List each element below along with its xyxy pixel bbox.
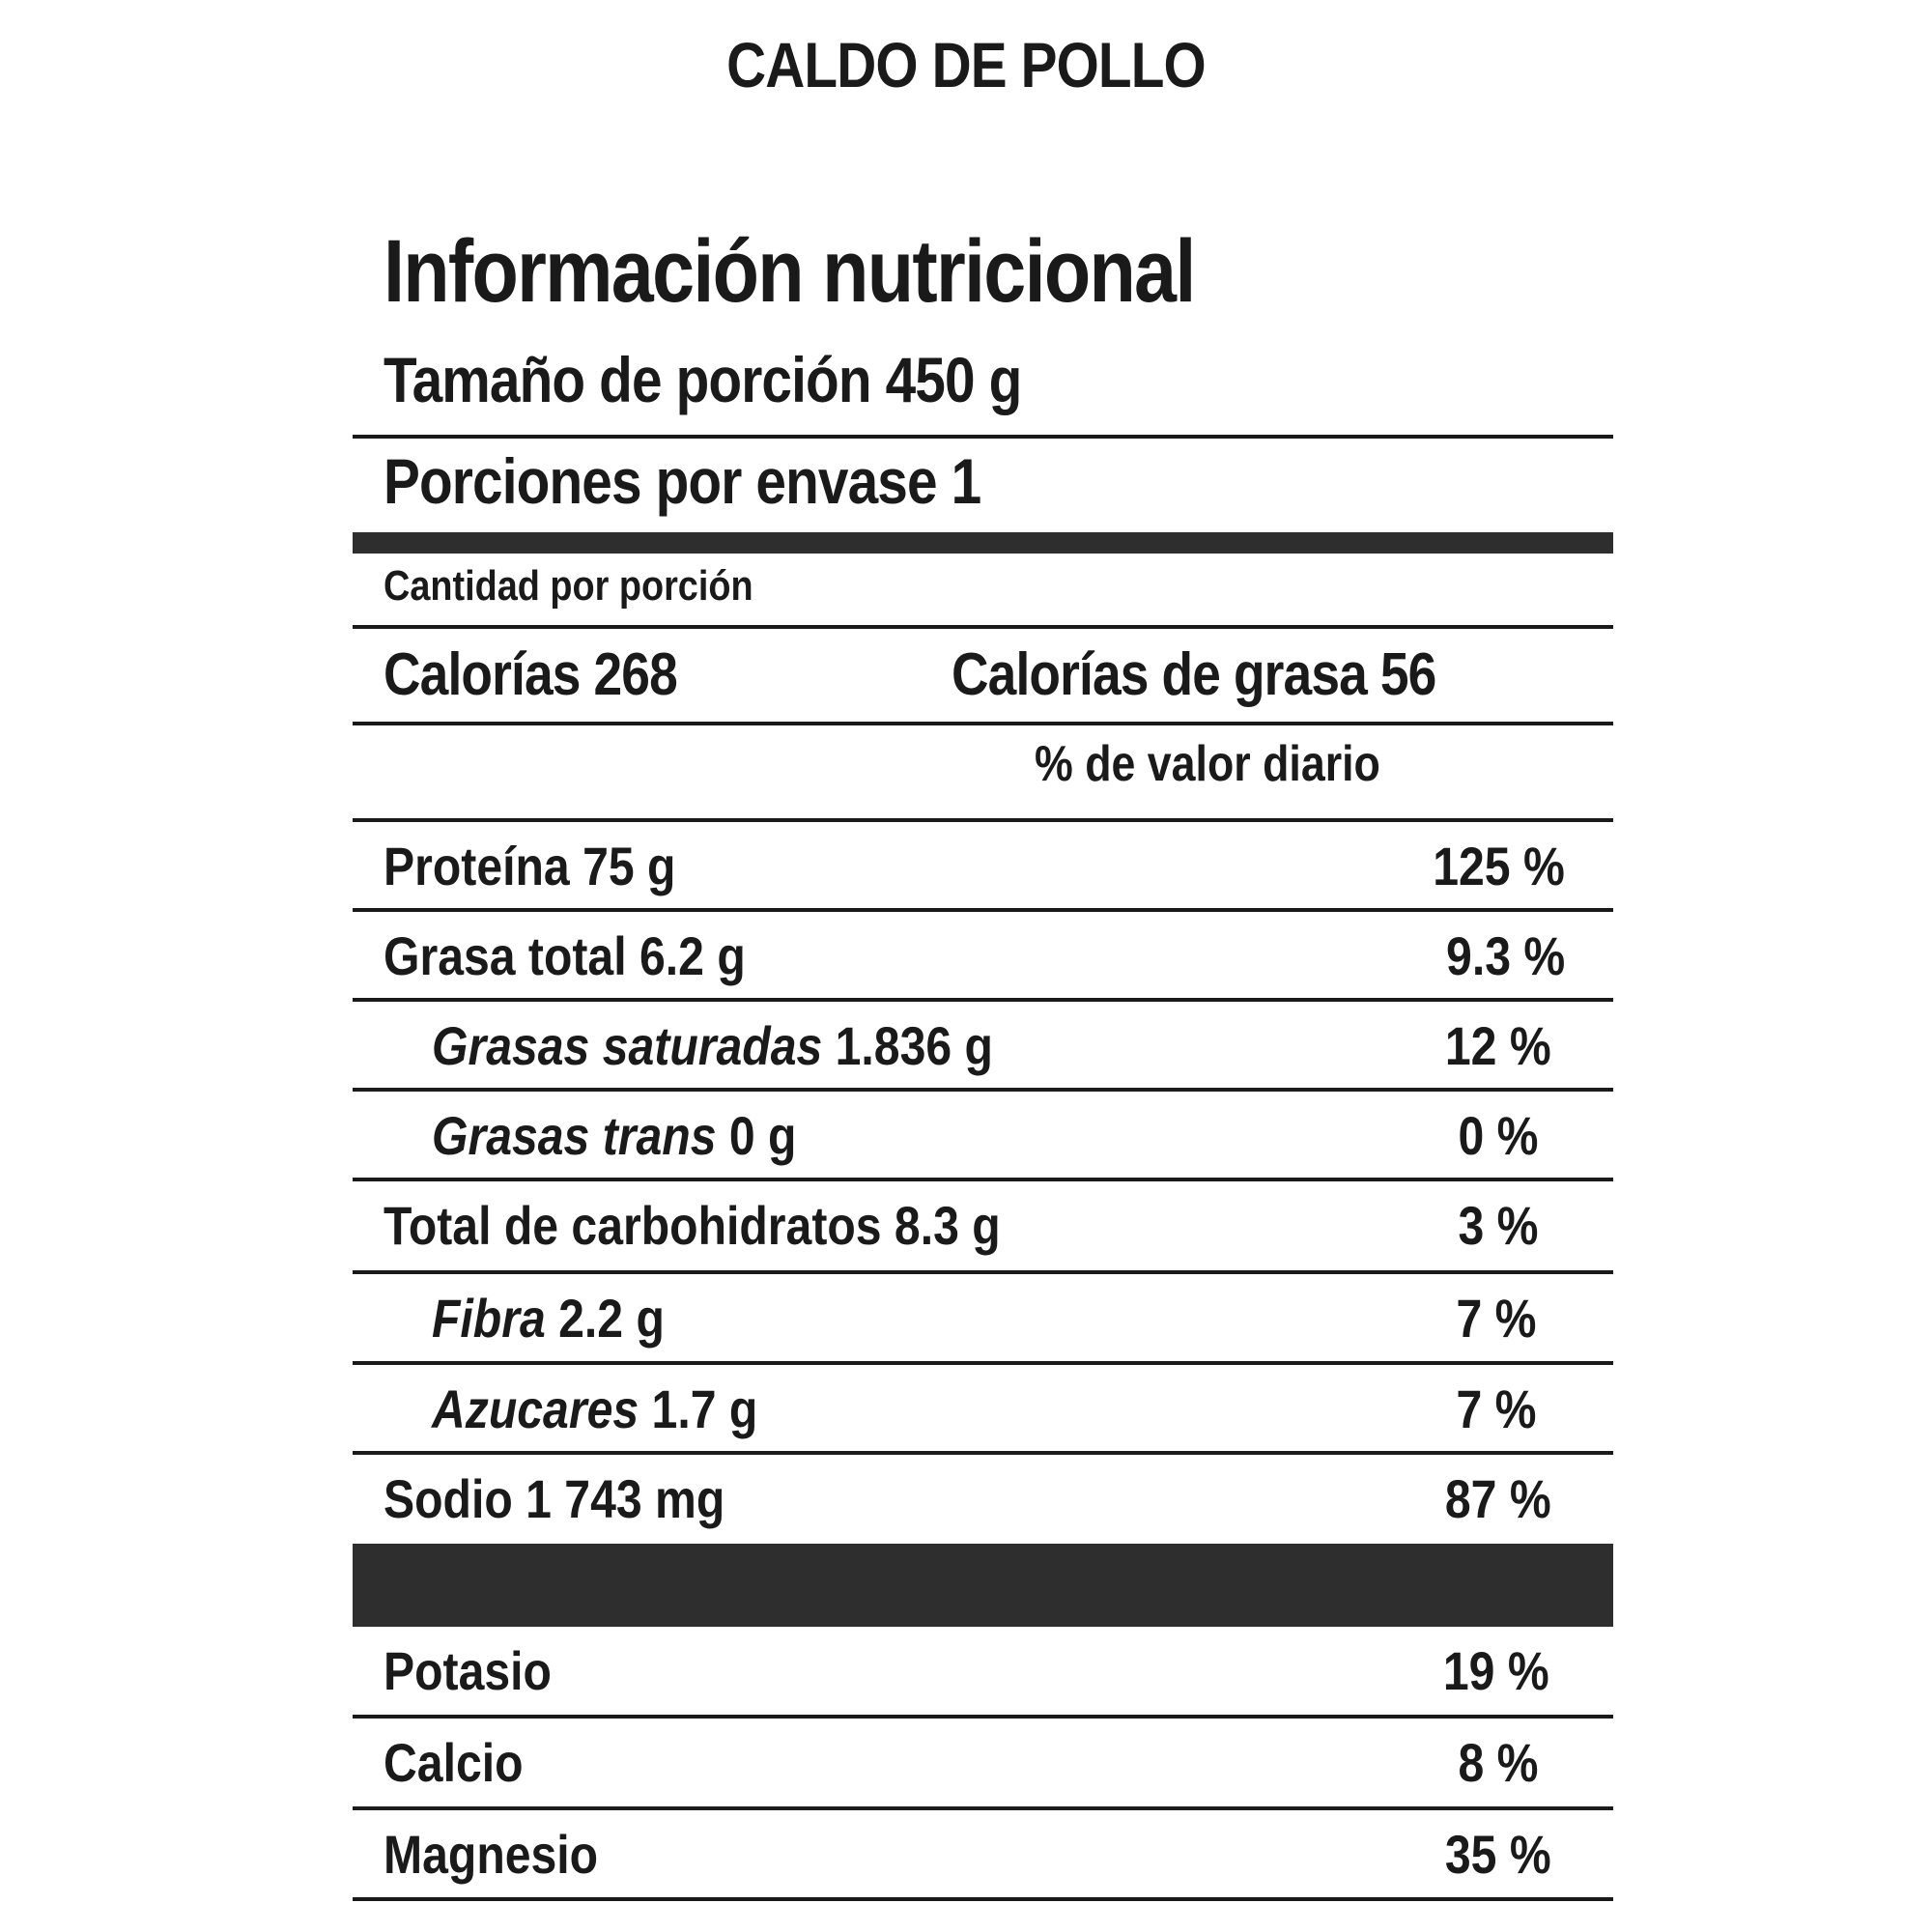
mineral-name: Calcio — [384, 1732, 524, 1793]
daily-value-header: % de valor diario — [1035, 736, 1380, 792]
mineral-dv: 35 % — [1445, 1824, 1551, 1885]
nutrient-dv: 12 % — [1445, 1015, 1551, 1076]
mineral-name: Magnesio — [384, 1824, 599, 1885]
nutrient-dv: 9.3 % — [1445, 925, 1565, 986]
nutrient-dv: 125 % — [1433, 836, 1565, 896]
amount-per-serving: Cantidad por porción — [384, 562, 753, 610]
nutrient-dv: 7 % — [1456, 1378, 1536, 1439]
nutrient-row-fiber — [353, 1274, 1613, 1363]
nutrient-row-total-fat — [353, 912, 1613, 1001]
nutrient-label: Grasa total — [384, 925, 627, 986]
nutrient-dv: 0 % — [1458, 1105, 1538, 1166]
thick-divider — [353, 532, 1613, 554]
nutrient-row-sodium — [353, 1455, 1613, 1544]
nutrient-name — [384, 836, 676, 896]
mineral-row-calcium — [353, 1719, 1613, 1807]
nutrient-row-sugars — [353, 1365, 1613, 1454]
nutrient-dv: 3 % — [1458, 1195, 1538, 1256]
calories: Calorías 268 — [384, 641, 677, 708]
nutrient-amount: 6.2 g — [626, 925, 746, 986]
nutrient-name — [384, 925, 746, 986]
thick-separator-bar — [353, 1544, 1613, 1627]
nutrient-name — [384, 1195, 1001, 1256]
mineral-name: Potasio — [384, 1640, 552, 1701]
nutrient-name — [432, 1105, 797, 1166]
nutrient-amount: 2.2 g — [545, 1288, 665, 1349]
label-heading: Información nutricional — [384, 222, 1195, 321]
nutrient-row-saturated-fat — [353, 1002, 1613, 1091]
nutrient-name — [384, 1468, 725, 1529]
nutrient-amount: 1.7 g — [639, 1378, 758, 1439]
nutrient-label: Grasas saturadas — [432, 1015, 823, 1076]
nutrient-label: Total de carbohidratos — [384, 1195, 882, 1256]
nutrient-row-protein — [353, 822, 1613, 911]
nutrient-amount: 0 g — [716, 1105, 797, 1166]
mineral-dv: 19 % — [1443, 1640, 1549, 1701]
nutrient-name — [432, 1378, 758, 1439]
nutrient-row-carbohydrates — [353, 1181, 1613, 1270]
product-title: CALDO DE POLLO — [726, 29, 1206, 100]
nutrient-amount: 75 g — [569, 836, 676, 896]
nutrient-row-trans-fat — [353, 1092, 1613, 1180]
nutrient-label: Azucares — [432, 1378, 639, 1439]
nutrient-name — [432, 1015, 993, 1076]
mineral-row-potassium — [353, 1627, 1613, 1716]
divider — [353, 435, 1613, 439]
nutrient-amount: 1 743 mg — [512, 1468, 725, 1529]
divider — [353, 1897, 1613, 1901]
nutrient-name — [432, 1288, 665, 1349]
nutrient-label: Sodio — [384, 1468, 513, 1529]
divider — [353, 625, 1613, 629]
nutrient-dv: 7 % — [1456, 1288, 1536, 1349]
mineral-dv: 8 % — [1458, 1732, 1538, 1793]
divider — [353, 722, 1613, 725]
nutrient-label: Grasas trans — [432, 1105, 717, 1166]
mineral-row-magnesium — [353, 1810, 1613, 1899]
nutrient-label: Proteína — [384, 836, 570, 896]
nutrient-amount: 8.3 g — [881, 1195, 1001, 1256]
fat-calories: Calorías de grasa 56 — [952, 641, 1436, 708]
nutrient-label: Fibra — [432, 1288, 546, 1349]
servings-per-container: Porciones por envase 1 — [384, 445, 981, 517]
serving-size: Tamaño de porción 450 g — [384, 344, 1022, 415]
nutrient-amount: 1.836 g — [822, 1015, 993, 1076]
nutrient-dv: 87 % — [1445, 1468, 1551, 1529]
